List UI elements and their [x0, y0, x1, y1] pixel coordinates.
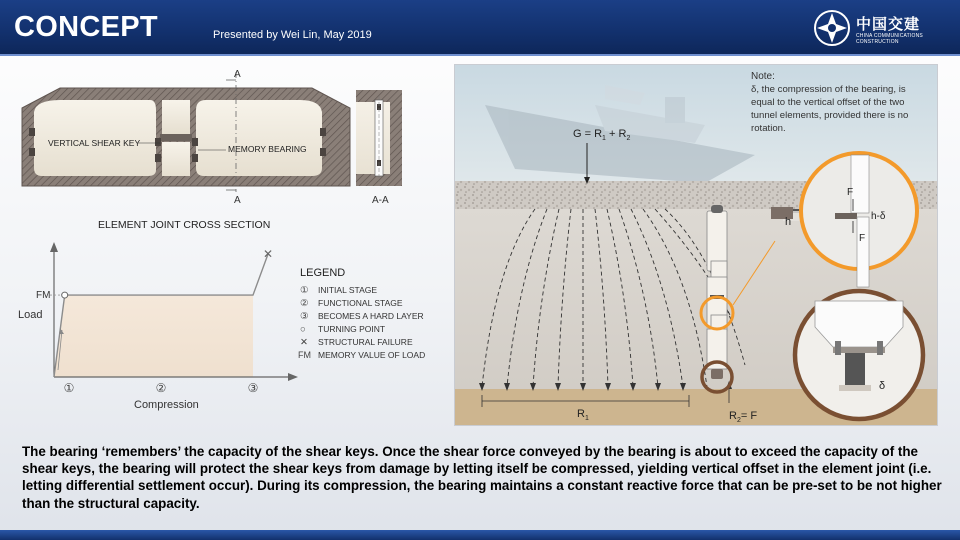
shear-key-label: VERTICAL SHEAR KEY: [48, 138, 141, 148]
note-title: Note:: [751, 71, 775, 82]
failure-marker: ✕: [262, 247, 274, 262]
logo-english-text: CHINA COMMUNICATIONS CONSTRUCTION: [856, 33, 923, 45]
stage-3-tick: ③: [247, 381, 259, 395]
h-delta-label: h-δ: [871, 211, 886, 222]
note-line-2: equal to the vertical offset of the two: [751, 97, 905, 108]
note-line-1: δ, the compression of the bearing, is: [751, 84, 906, 95]
legend-text-4: TURNING POINT: [318, 324, 386, 334]
slide-footer-bar: [0, 530, 960, 540]
mechanism-svg: [455, 65, 938, 426]
legend-symbol-1: ①: [300, 285, 309, 296]
tunnel-joint-column: [707, 205, 727, 379]
legend-text-2: FUNCTIONAL STAGE: [318, 298, 403, 308]
x-axis-label: Compression: [134, 399, 199, 411]
section-mark-bottom: A: [234, 195, 241, 206]
cross-section-title: ELEMENT JOINT CROSS SECTION: [98, 219, 271, 231]
logo-chinese-text: 中国交建: [856, 15, 921, 33]
legend-symbol-2: ②: [300, 298, 309, 309]
presenter-text: Presented by Wei Lin, May 2019: [213, 29, 372, 41]
fm-tick-label: FM: [36, 290, 51, 302]
mechanism-figure: [454, 64, 938, 426]
slide-header: [0, 0, 960, 56]
legend-text-5: STRUCTURAL FAILURE: [318, 337, 413, 347]
reaction-r2-label: $R_2= F$: [729, 410, 758, 424]
chart-area-fill: [54, 295, 253, 377]
header-divider: [0, 54, 960, 56]
f-label-bottom: F: [859, 233, 866, 244]
reaction-r1-label: $R_1$: [577, 408, 589, 422]
cccc-emblem-icon: [812, 6, 852, 50]
legend-symbol-5: ✕: [300, 337, 308, 348]
legend-text-3: BECOMES A HARD LAYER: [318, 311, 424, 321]
memory-bearing-label: MEMORY BEARING: [228, 144, 307, 154]
left-figure-svg: [0, 60, 450, 420]
legend-text-1: INITIAL STAGE: [318, 285, 378, 295]
element-joint-cross-section: [22, 69, 350, 206]
load-compression-chart: [18, 242, 298, 411]
legend-symbol-6: FM: [298, 350, 311, 360]
slide-caption: The bearing ‘remembers’ the capacity of the shear keys. Once the shear force conveyed by the bearing is about to exceed the capacity of the shear keys, the bearing will protect the shear keys from damage by letting itself be compressed, yielding vertical offset in the element joint (i.e. letting differential settlement occur). During its compression, the bearing maintains a constant reactive force that can be pre-set to be not higher than the structural capacity.: [22, 444, 942, 511]
chart-legend: [298, 267, 425, 360]
stage-1-tick: ①: [63, 381, 75, 395]
section-a-a-view: [356, 90, 402, 206]
slide-title: CONCEPT: [14, 11, 158, 43]
h-label: h: [785, 216, 792, 228]
stage-2-tick: ②: [155, 381, 167, 395]
note-line-4: rotation.: [751, 123, 786, 134]
legend-symbol-4: ○: [300, 324, 306, 335]
company-logo: [812, 6, 952, 50]
legend-text-6: MEMORY VALUE OF LOAD: [318, 350, 426, 360]
legend-title: LEGEND: [300, 267, 346, 279]
turning-point-marker: [62, 292, 68, 298]
section-mark-top: A: [234, 69, 241, 80]
y-axis-label: Load: [18, 309, 43, 321]
legend-symbol-3: ③: [300, 311, 309, 322]
note-line-3: tunnel elements, provided there is no: [751, 110, 909, 121]
gravity-force-label: $G = R_1 + R_2$: [573, 128, 631, 142]
left-figure: [0, 60, 450, 420]
section-view-label: A-A: [372, 195, 389, 206]
delta-label: δ: [879, 380, 886, 392]
f-label-top: F: [847, 187, 854, 198]
